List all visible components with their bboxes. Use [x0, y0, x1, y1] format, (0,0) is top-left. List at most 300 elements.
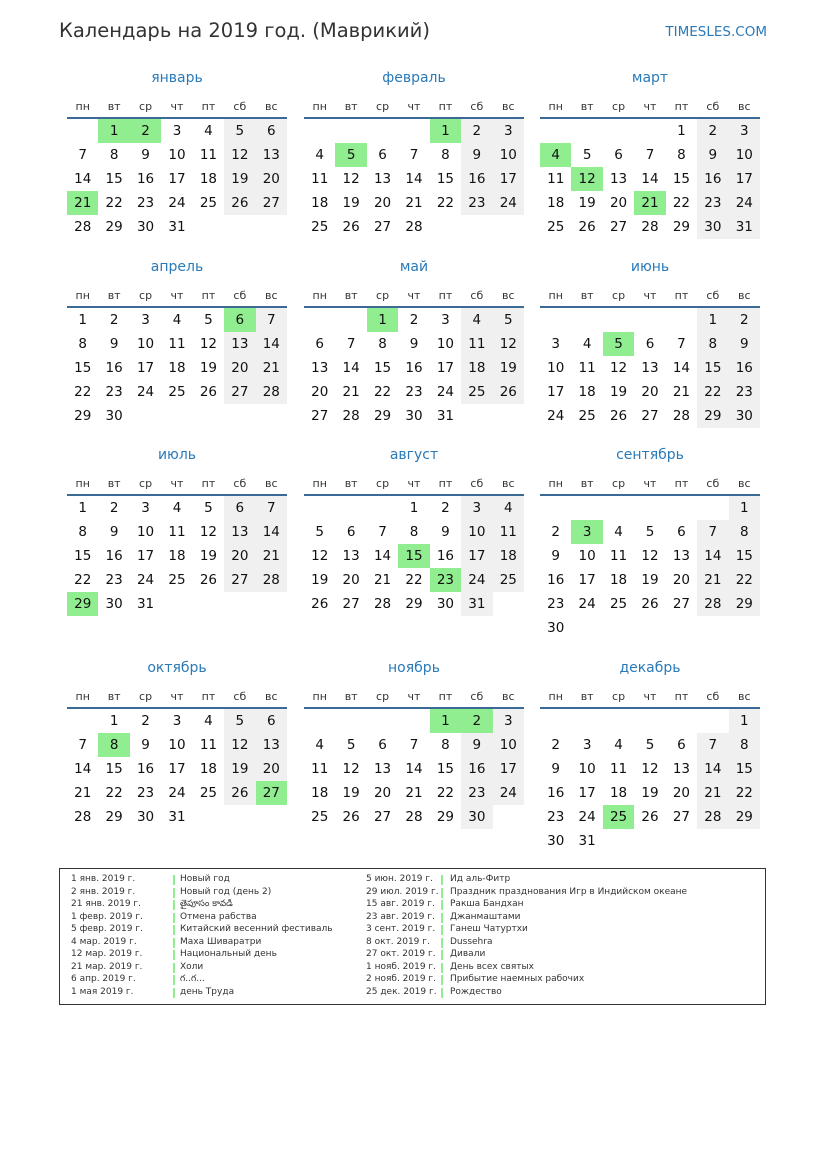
day-cell: 6	[677, 524, 686, 540]
holiday-date: 21 янв. 2019 г.	[71, 899, 141, 909]
day-cell: 9	[409, 336, 419, 352]
weekday-label: ср	[139, 100, 153, 113]
day-cell: 20	[373, 785, 392, 801]
day-cell: 28	[405, 219, 423, 235]
day-cell: 1	[109, 713, 119, 729]
day-cell: 31	[136, 596, 155, 612]
holiday-name: గ..గ...	[180, 974, 205, 984]
day-cell: 6	[677, 737, 686, 753]
day-cell: 21	[342, 384, 360, 400]
day-cell: 28	[405, 809, 423, 825]
holiday-day-cell: 1	[430, 709, 461, 733]
weekday-label: сб	[233, 477, 247, 490]
day-cell: 2	[441, 500, 450, 516]
day-cell: 17	[729, 167, 760, 191]
holiday-name: Отмена рабства	[180, 911, 257, 922]
weekday-label: пн	[548, 100, 563, 113]
month-name: август	[389, 447, 439, 463]
day-cell: 13	[224, 332, 255, 356]
day-cell: 15	[74, 548, 92, 564]
day-cell: 30	[461, 805, 492, 829]
day-cell: 29	[697, 404, 728, 428]
day-cell: 12	[342, 761, 360, 777]
holiday-name: తైపూసం కావడి	[180, 899, 233, 909]
weekday-label: пт	[201, 477, 216, 490]
day-cell: 14	[74, 171, 92, 187]
holiday-name: Ид аль-Фитр	[450, 874, 511, 884]
holiday-day-cell: 23	[430, 568, 461, 592]
day-cell: 8	[729, 733, 760, 757]
weekday-label: сб	[706, 100, 720, 113]
weekday-label: вс	[738, 690, 751, 703]
day-cell: 18	[168, 360, 186, 376]
holiday-date: 1 янв. 2019 г.	[71, 874, 136, 884]
page-title: Календарь на 2019 год. (Маврикий)	[59, 19, 430, 42]
day-cell: 9	[729, 332, 760, 356]
day-cell: 18	[609, 785, 628, 801]
day-cell: 20	[672, 785, 691, 801]
holiday-date: 6 апр. 2019 г.	[71, 974, 136, 984]
day-cell: 10	[168, 737, 186, 753]
day-cell: 10	[168, 147, 186, 163]
day-cell: 24	[436, 384, 455, 400]
site-link[interactable]: TIMESLES.COM	[665, 24, 767, 40]
day-cell: 26	[199, 572, 218, 588]
day-cell: 27	[373, 219, 392, 235]
holiday-name: Праздник празднования Игр в Индийском океане	[450, 886, 688, 897]
day-cell: 20	[256, 167, 287, 191]
day-cell: 30	[547, 833, 565, 849]
holiday-name: Прибытие наемных рабочих	[450, 974, 585, 984]
day-cell: 11	[311, 761, 329, 777]
day-cell: 25	[547, 219, 565, 235]
day-cell: 11	[493, 520, 524, 544]
day-cell: 24	[578, 809, 596, 825]
day-cell: 6	[378, 147, 387, 163]
day-cell: 5	[224, 709, 255, 733]
day-cell: 15	[373, 360, 392, 376]
month-name: декабрь	[619, 660, 681, 676]
holiday-marker	[173, 950, 175, 960]
holiday-date: 3 сент. 2019 г.	[366, 924, 436, 934]
day-cell: 11	[547, 171, 565, 187]
holiday-day-cell: 3	[571, 520, 602, 544]
weekday-label: пт	[674, 477, 689, 490]
weekday-label: вс	[265, 100, 278, 113]
holiday-day-cell: 29	[67, 592, 98, 616]
holiday-marker	[173, 875, 175, 885]
day-cell: 4	[614, 737, 623, 753]
holiday-name: Маха Шиваратри	[180, 936, 262, 947]
day-cell: 10	[136, 524, 155, 540]
day-cell: 8	[78, 524, 87, 540]
month-name: март	[631, 70, 669, 86]
day-cell: 30	[697, 215, 728, 239]
weekday-label: ср	[139, 477, 153, 490]
day-cell: 15	[105, 761, 123, 777]
day-cell: 8	[78, 336, 87, 352]
day-cell: 13	[342, 548, 360, 564]
weekday-label: вт	[107, 690, 121, 703]
day-cell: 12	[199, 336, 218, 352]
weekday-label: пт	[438, 100, 453, 113]
holiday-marker	[173, 963, 175, 973]
day-cell: 18	[461, 356, 492, 380]
day-cell: 14	[405, 171, 423, 187]
weekday-label: вт	[344, 100, 358, 113]
weekday-label: чт	[643, 477, 657, 490]
holiday-marker	[173, 900, 175, 910]
day-cell: 9	[441, 524, 450, 540]
weekday-label: вс	[265, 690, 278, 703]
holiday-marker	[441, 913, 443, 923]
day-cell: 8	[697, 332, 728, 356]
day-cell: 7	[346, 336, 356, 352]
day-cell: 14	[256, 520, 287, 544]
day-cell: 18	[311, 195, 329, 211]
holiday-name: день Труда	[180, 986, 235, 997]
day-cell: 12	[493, 332, 524, 356]
day-cell: 19	[224, 167, 255, 191]
day-cell: 20	[373, 195, 392, 211]
day-cell: 28	[373, 596, 392, 612]
holiday-day-cell: 27	[256, 781, 287, 805]
day-cell: 24	[493, 191, 524, 215]
day-cell: 5	[346, 737, 356, 753]
day-cell: 10	[578, 548, 596, 564]
day-cell: 24	[461, 568, 492, 592]
day-cell: 19	[199, 360, 218, 376]
day-cell: 14	[256, 332, 287, 356]
day-cell: 2	[109, 500, 119, 516]
day-cell: 28	[342, 408, 360, 424]
day-cell: 9	[141, 737, 150, 753]
holiday-day-cell: 2	[130, 119, 161, 143]
weekday-label: пн	[312, 477, 327, 490]
day-cell: 9	[109, 336, 119, 352]
day-cell: 10	[547, 360, 565, 376]
day-cell: 3	[461, 496, 492, 520]
month-name: январь	[151, 70, 203, 86]
day-cell: 6	[315, 336, 324, 352]
day-cell: 3	[729, 119, 760, 143]
weekday-label: ср	[376, 690, 390, 703]
day-cell: 20	[224, 544, 255, 568]
weekday-label: вт	[580, 100, 594, 113]
day-cell: 8	[677, 147, 686, 163]
weekday-label: чт	[643, 690, 657, 703]
day-cell: 10	[461, 520, 492, 544]
weekday-label: вт	[580, 690, 594, 703]
day-cell: 22	[436, 195, 455, 211]
holiday-date: 4 мар. 2019 г.	[71, 936, 137, 947]
day-cell: 10	[493, 733, 524, 757]
day-cell: 4	[172, 500, 182, 516]
day-cell: 1	[78, 500, 87, 516]
day-cell: 3	[493, 709, 524, 733]
day-cell: 5	[582, 147, 592, 163]
day-cell: 3	[551, 336, 560, 352]
day-cell: 12	[311, 548, 329, 564]
holiday-name: Джанмаштами	[450, 911, 521, 922]
weekday-label: пт	[674, 289, 689, 302]
day-cell: 2	[697, 119, 728, 143]
holiday-day-cell: 1	[98, 119, 129, 143]
holiday-name: Дивали	[450, 949, 486, 959]
day-cell: 14	[373, 548, 392, 564]
day-cell: 21	[405, 195, 423, 211]
month-name: октябрь	[147, 660, 207, 676]
day-cell: 9	[461, 733, 492, 757]
day-cell: 28	[74, 219, 92, 235]
holiday-date: 29 июл. 2019 г.	[366, 886, 439, 897]
month-name: ноябрь	[388, 660, 440, 676]
day-cell: 24	[547, 408, 565, 424]
day-cell: 7	[409, 737, 419, 753]
day-cell: 2	[141, 713, 150, 729]
weekday-label: сб	[470, 100, 484, 113]
day-cell: 17	[578, 785, 596, 801]
holiday-marker	[441, 875, 443, 885]
day-cell: 13	[373, 171, 392, 187]
day-cell: 4	[204, 123, 213, 139]
day-cell: 25	[168, 384, 186, 400]
day-cell: 1	[729, 496, 760, 520]
day-cell: 2	[551, 737, 560, 753]
day-cell: 9	[109, 524, 119, 540]
weekday-label: пт	[201, 289, 216, 302]
weekday-label: сб	[706, 289, 720, 302]
holiday-day-cell: 5	[603, 332, 634, 356]
holiday-date: 21 мар. 2019 г.	[71, 961, 143, 972]
day-cell: 1	[677, 123, 686, 139]
weekday-label: вт	[580, 289, 594, 302]
day-cell: 4	[172, 312, 182, 328]
day-cell: 27	[342, 596, 360, 612]
holiday-day-cell: 21	[67, 191, 98, 215]
holiday-name: Новый год (день 2)	[180, 886, 272, 897]
weekday-label: сб	[233, 100, 247, 113]
day-cell: 20	[256, 757, 287, 781]
day-cell: 19	[342, 785, 360, 801]
holiday-marker	[173, 975, 175, 985]
day-cell: 12	[609, 360, 628, 376]
day-cell: 16	[136, 761, 155, 777]
month-name: июнь	[630, 259, 670, 275]
holiday-day-cell: 4	[540, 143, 571, 167]
day-cell: 7	[409, 147, 419, 163]
day-cell: 8	[441, 737, 450, 753]
holiday-day-cell: 1	[430, 119, 461, 143]
weekday-label: ср	[139, 289, 153, 302]
weekday-label: вс	[502, 289, 515, 302]
day-cell: 19	[199, 548, 218, 564]
day-cell: 3	[141, 312, 150, 328]
holiday-date: 25 дек. 2019 г.	[366, 986, 437, 997]
day-cell: 29	[105, 219, 123, 235]
weekday-label: вс	[265, 477, 278, 490]
day-cell: 24	[168, 195, 186, 211]
day-cell: 11	[461, 332, 492, 356]
day-cell: 7	[256, 308, 287, 332]
day-cell: 4	[493, 496, 524, 520]
holiday-marker	[173, 925, 175, 935]
day-cell: 1	[409, 500, 419, 516]
holiday-name: Рождество	[450, 986, 502, 997]
weekday-label: вт	[107, 477, 121, 490]
day-cell: 11	[168, 336, 186, 352]
day-cell: 12	[224, 733, 255, 757]
day-cell: 5	[204, 500, 213, 516]
day-cell: 6	[256, 709, 287, 733]
day-cell: 14	[641, 171, 659, 187]
month-name: февраль	[382, 70, 446, 86]
weekday-label: вс	[738, 289, 751, 302]
weekday-label: ср	[139, 690, 153, 703]
day-cell: 7	[78, 737, 87, 753]
holiday-marker	[173, 888, 175, 898]
day-cell: 30	[729, 404, 760, 428]
day-cell: 15	[672, 171, 691, 187]
day-cell: 5	[315, 524, 324, 540]
day-cell: 17	[136, 360, 155, 376]
day-cell: 6	[256, 119, 287, 143]
day-cell: 2	[729, 308, 760, 332]
day-cell: 2	[551, 524, 560, 540]
holiday-date: 1 февр. 2019 г.	[71, 911, 143, 922]
day-cell: 20	[641, 384, 659, 400]
day-cell: 7	[256, 496, 287, 520]
day-cell: 5	[493, 308, 524, 332]
day-cell: 6	[346, 524, 356, 540]
weekday-label: вт	[107, 100, 121, 113]
day-cell: 23	[136, 195, 155, 211]
day-cell: 13	[373, 761, 392, 777]
holiday-marker	[173, 913, 175, 923]
day-cell: 17	[493, 167, 524, 191]
weekday-label: сб	[706, 690, 720, 703]
day-cell: 23	[729, 380, 760, 404]
day-cell: 27	[672, 596, 691, 612]
month-name: апрель	[150, 259, 204, 275]
holiday-day-cell: 2	[461, 709, 492, 733]
day-cell: 13	[672, 548, 691, 564]
weekday-label: чт	[407, 289, 421, 302]
day-cell: 8	[729, 520, 760, 544]
day-cell: 17	[168, 761, 186, 777]
day-cell: 18	[547, 195, 565, 211]
day-cell: 4	[204, 713, 213, 729]
weekday-label: вт	[107, 289, 121, 302]
day-cell: 25	[199, 785, 218, 801]
month-name: сентябрь	[616, 447, 684, 463]
day-cell: 26	[199, 384, 218, 400]
day-cell: 21	[697, 781, 728, 805]
day-cell: 18	[578, 384, 596, 400]
day-cell: 26	[342, 809, 360, 825]
holiday-day-cell: 12	[571, 167, 602, 191]
day-cell: 23	[461, 191, 492, 215]
weekday-label: пн	[548, 477, 563, 490]
day-cell: 4	[461, 308, 492, 332]
day-cell: 26	[311, 596, 329, 612]
day-cell: 11	[578, 360, 596, 376]
day-cell: 26	[641, 596, 659, 612]
day-cell: 11	[311, 171, 329, 187]
month-divider	[540, 707, 760, 709]
day-cell: 4	[315, 737, 324, 753]
day-cell: 26	[641, 809, 659, 825]
day-cell: 5	[645, 737, 655, 753]
day-cell: 14	[74, 761, 92, 777]
day-cell: 13	[672, 761, 691, 777]
day-cell: 28	[256, 380, 287, 404]
day-cell: 30	[136, 809, 155, 825]
day-cell: 25	[609, 596, 628, 612]
day-cell: 16	[436, 548, 455, 564]
day-cell: 17	[168, 171, 186, 187]
day-cell: 24	[493, 781, 524, 805]
holiday-name: Ганеш Чатуртхи	[450, 924, 528, 934]
day-cell: 7	[378, 524, 387, 540]
holiday-name: День всех святых	[450, 961, 534, 972]
day-cell: 13	[641, 360, 659, 376]
weekday-label: пн	[75, 477, 90, 490]
day-cell: 27	[224, 380, 255, 404]
day-cell: 16	[105, 360, 123, 376]
day-cell: 15	[105, 171, 123, 187]
day-cell: 17	[493, 757, 524, 781]
day-cell: 19	[311, 572, 329, 588]
day-cell: 3	[441, 312, 450, 328]
holiday-day-cell: 5	[335, 143, 366, 167]
day-cell: 21	[697, 568, 728, 592]
day-cell: 23	[136, 785, 155, 801]
day-cell: 20	[224, 356, 255, 380]
holiday-name: Ракша Бандхан	[450, 899, 524, 909]
day-cell: 27	[641, 408, 659, 424]
day-cell: 18	[493, 544, 524, 568]
day-cell: 13	[256, 733, 287, 757]
day-cell: 8	[378, 336, 387, 352]
day-cell: 19	[609, 384, 628, 400]
weekday-label: пн	[312, 100, 327, 113]
day-cell: 7	[677, 336, 686, 352]
day-cell: 31	[168, 219, 186, 235]
day-cell: 1	[697, 308, 728, 332]
weekday-label: пн	[312, 690, 327, 703]
day-cell: 23	[461, 781, 492, 805]
day-cell: 23	[105, 384, 123, 400]
day-cell: 12	[641, 548, 659, 564]
day-cell: 19	[493, 356, 524, 380]
weekday-label: ср	[612, 690, 626, 703]
day-cell: 10	[493, 143, 524, 167]
day-cell: 23	[547, 809, 565, 825]
day-cell: 18	[168, 548, 186, 564]
day-cell: 22	[105, 785, 123, 801]
day-cell: 15	[74, 360, 92, 376]
day-cell: 10	[578, 761, 596, 777]
weekday-label: пн	[75, 289, 90, 302]
day-cell: 27	[256, 191, 287, 215]
day-cell: 29	[672, 219, 691, 235]
day-cell: 25	[461, 380, 492, 404]
day-cell: 24	[136, 384, 155, 400]
day-cell: 15	[729, 757, 760, 781]
day-cell: 28	[74, 809, 92, 825]
day-cell: 25	[578, 408, 596, 424]
